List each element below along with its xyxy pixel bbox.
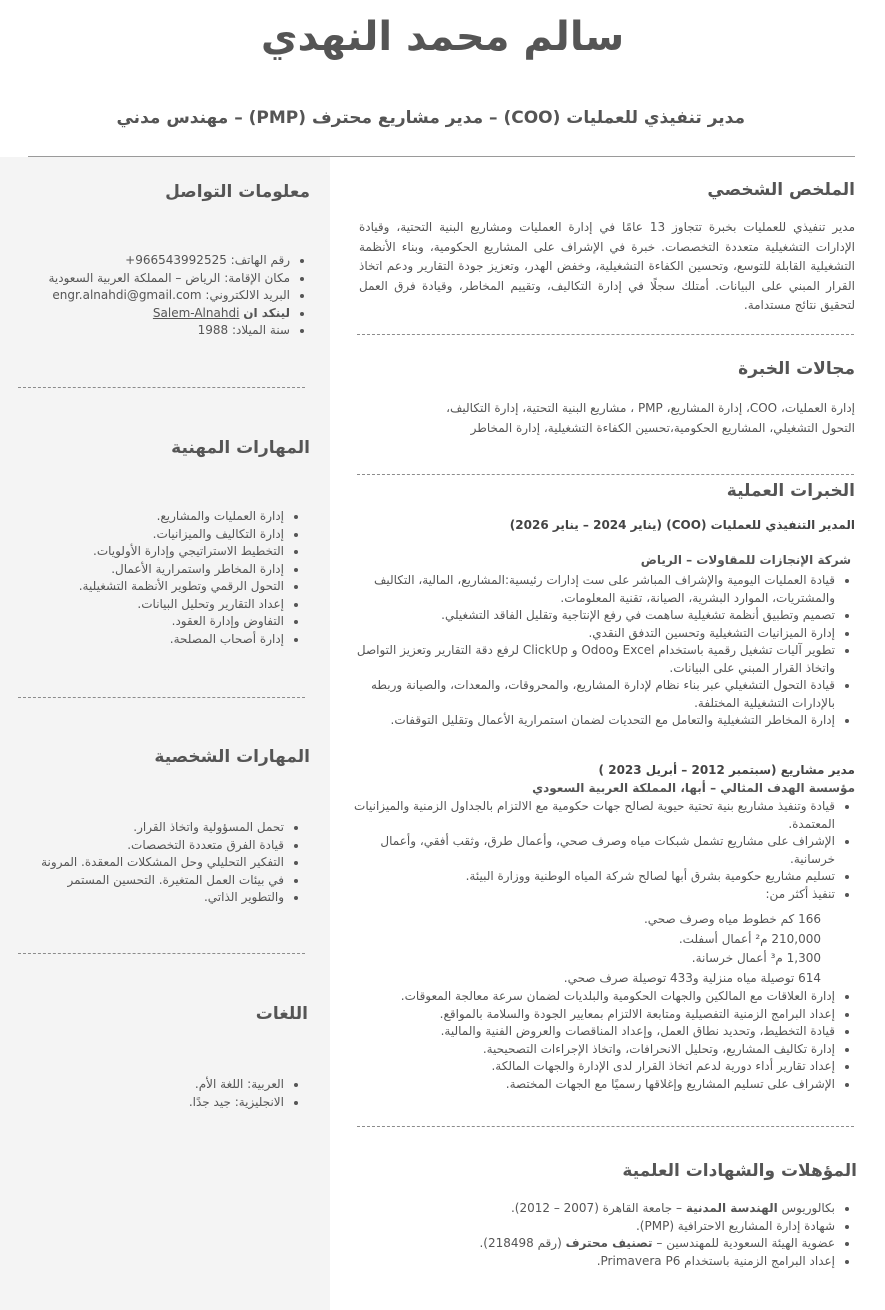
list-item: • إدارة المخاطر واستمرارية الأعمال.	[79, 561, 284, 579]
qualifications-list	[479, 1200, 855, 1270]
contact-list	[48, 252, 310, 340]
sidebar-divider	[18, 953, 305, 954]
job2-bullets	[345, 798, 855, 903]
list-item: • إعداد البرامج الزمنية التفصيلية ومتابعة الالتزام بمعايير الجودة والسلامة بالمواقع.	[345, 1006, 835, 1024]
list-item: • شهادة إدارة المشاريع الاحترافية (PMP).	[479, 1218, 835, 1236]
list-item: • الانجليزية: جيد جدًا.	[189, 1094, 284, 1112]
job2-bullets-continued	[345, 988, 855, 1093]
list-item: • في بيئات العمل المتغيرة. التحسين المستمر	[41, 872, 284, 890]
list-item: 614 توصيلة مياه منزلية و433 توصيلة صرف صحي.	[563, 970, 821, 985]
list-item: • الإشراف على مشاريع تشمل شبكات مياه وصرف صحي، وأعمال طرق، وثقب أفقي، وأعمال خرسانية.	[345, 833, 835, 868]
list-item: 166 كم خطوط مياه وصرف صحي.	[643, 912, 821, 926]
job1-bullets	[345, 572, 855, 730]
sidebar-divider	[18, 697, 305, 698]
list-item: • عضوية الهيئة السعودية للمهندسين – تصنيف محترف (رقم 218498).	[479, 1235, 835, 1253]
personal-skills-title: المهارات الشخصية	[154, 747, 310, 767]
list-item: • قيادة التحول التشغيلي عبر بناء نظام لإدارة المشاريع، والمحروقات، والمعدات، والصيانة وربطه بالإدارات التشغيلية المختلفة.	[345, 677, 835, 712]
expertise-text: إدارة العمليات، COO، إدارة المشاريع، PMP ، مشاريع البنية التحتية، إدارة التكاليف، التحول التشغيلي، المشاريع الحكومية،تحسين الكفاءة التشغيلية، إدارة المخاطر	[446, 401, 855, 435]
list-item: • إدارة العمليات والمشاريع.	[79, 508, 284, 526]
email-link[interactable]: engr.alnahdi@gmail.com	[52, 288, 202, 302]
list-item: 1,300 م³ أعمال خرسانة.	[691, 951, 821, 965]
contact-phone: • رقم الهاتف: +966543992525	[48, 252, 290, 270]
expertise-title: مجالات الخبرة	[738, 359, 855, 379]
list-item: • تسليم مشاريع حكومية بشرق أبها لصالح شركة المياه الوطنية ووزارة البيئة.	[345, 868, 835, 886]
job2-quantities	[564, 910, 855, 988]
list-item: • إدارة تكاليف المشاريع، وتحليل الانحرافات، واتخاذ الإجراءات التصحيحية.	[345, 1041, 835, 1059]
section-divider	[357, 474, 854, 475]
list-item: • إدارة المخاطر التشغيلية والتعامل مع التحديات لضمان استمرارية الأعمال وتقليل التوقفات.	[345, 712, 835, 730]
contact-birth-year: • سنة الميلاد: 1988	[48, 322, 290, 340]
list-item: 210,000 م² أعمال أسفلت.	[678, 931, 821, 946]
contact-residence: • مكان الإقامة: الرياض – المملكة العربية السعودية	[48, 270, 290, 288]
linkedin-link[interactable]: Salem-Alnahdi	[152, 305, 240, 320]
list-item: • التفكير التحليلي وحل المشكلات المعقدة. المرونة	[41, 854, 284, 872]
list-item: • بكالوريوس الهندسة المدنية – جامعة القاهرة (2007 – 2012).	[479, 1200, 835, 1218]
list-item: • العربية: اللغة الأم.	[189, 1076, 284, 1094]
list-item: • قيادة الفرق متعددة التخصصات.	[41, 837, 284, 855]
list-item: • قيادة العمليات اليومية والإشراف المباشر على ست إدارات رئيسية:المشاريع، المالية، التكاليف والمشتريات، الموارد البشرية، الصيانة، تقنية المعلومات.	[345, 572, 835, 607]
list-item: • التحول الرقمي وتطوير الأنظمة التشغيلية.	[79, 578, 284, 596]
list-item: • قيادة وتنفيذ مشاريع بنية تحتية حيوية لصالح جهات حكومية مع الالتزام بالجداول الزمنية والميزانيات المعتمدة.	[345, 798, 835, 833]
section-divider	[357, 1126, 854, 1127]
languages-list	[189, 1076, 304, 1111]
list-item: • إعداد تقارير أداء دورية لدعم اتخاذ القرار لدى الإدارة والجهات المالكة.	[345, 1058, 835, 1076]
list-item: • إدارة أصحاب المصلحة.	[79, 631, 284, 649]
job2-title: مدير مشاريع (سبتمبر 2012 – أبريل 2023 )	[598, 763, 855, 777]
experience-title: الخبرات العملية	[726, 481, 855, 501]
list-item: • التخطيط الاستراتيجي وإدارة الأولويات.	[79, 543, 284, 561]
professional-skills-list	[79, 508, 304, 648]
section-divider	[357, 334, 854, 335]
candidate-title: مدير تنفيذي للعمليات (COO) – مدير مشاريع محترف (PMP) – مهندس مدني	[116, 108, 745, 128]
contact-email: • البريد الالكتروني: engr.alnahdi@gmail.com	[48, 287, 290, 305]
job2-company: مؤسسة الهدف المثالي – أبها، المملكة العربية السعودي	[532, 781, 855, 795]
personal-skills-list	[41, 819, 304, 907]
list-item: • تنفيذ أكثر من:	[345, 886, 835, 904]
list-item: • الإشراف على تسليم المشاريع وإغلاقها رسميًا مع الجهات المختصة.	[345, 1076, 835, 1094]
list-item: • إعداد التقارير وتحليل البيانات.	[79, 596, 284, 614]
candidate-name: سالم محمد النهدي	[260, 14, 625, 60]
list-item: • تطوير آليات تشغيل رقمية باستخدام Excel وOdoo و ClickUp لرفع دقة التقارير وتعزيز التواصل واتخاذ القرار المبني على البيانات.	[345, 642, 835, 677]
summary-text: مدير تنفيذي للعمليات بخبرة تتجاوز 13 عامًا في إدارة العمليات ومشاريع البنية التحتية، وقيادة الإدارات التشغيلية متعددة التخصصات. خبرة في الإشراف على المشاريع الحكومية، وبناء الأنظمة التشغيلية القابلة للتوسع، وتحسين الكفاءة التشغيلية، وخفض الهدر، وتعزيز جودة التقارير ودعم اتخاذ القرار المبني على البيانات. أمتلك سجلًا في إدارة التكاليف، وتقييم المخاطر، وقيادة فرق العمل لتحقيق نتائج مستدامة.	[359, 220, 856, 312]
job1-company: شركة الإنجازات للمقاولات – الرياض	[640, 553, 851, 567]
list-item: • إدارة العلاقات مع المالكين والجهات الحكومية والبلديات لضمان سرعة معالجة المعوقات.	[345, 988, 835, 1006]
languages-title: اللغات	[255, 1004, 308, 1024]
contact-section-title: معلومات التواصل	[165, 182, 310, 202]
list-item: • إدارة التكاليف والميزانيات.	[79, 526, 284, 544]
job1-title: المدير التنفيذي للعمليات (COO) (يناير 2024 – يناير 2026)	[509, 518, 855, 532]
list-item: • إدارة الميزانيات التشغيلية وتحسين التدفق النقدي.	[345, 625, 835, 643]
list-item: • التفاوض وإدارة العقود.	[79, 613, 284, 631]
list-item: • إعداد البرامج الزمنية باستخدام Primavera P6.	[479, 1253, 835, 1271]
list-item: • تصميم وتطبيق أنظمة تشغيلية ساهمت في رفع الإنتاجية وتقليل الفاقد التشغيلي.	[345, 607, 835, 625]
professional-skills-title: المهارات المهنية	[171, 438, 310, 458]
contact-linkedin: • لينكد ان Salem-Alnahdi	[48, 305, 290, 323]
list-item: • والتطوير الذاتي.	[41, 889, 284, 907]
sidebar-divider	[18, 387, 305, 388]
qualifications-title: المؤهلات والشهادات العلمية	[622, 1161, 857, 1181]
list-item: • قيادة التخطيط، وتحديد نطاق العمل، وإعداد المناقصات والعروض الفنية والمالية.	[345, 1023, 835, 1041]
summary-title: الملخص الشخصي	[707, 180, 855, 200]
list-item: • تحمل المسؤولية واتخاذ القرار.	[41, 819, 284, 837]
